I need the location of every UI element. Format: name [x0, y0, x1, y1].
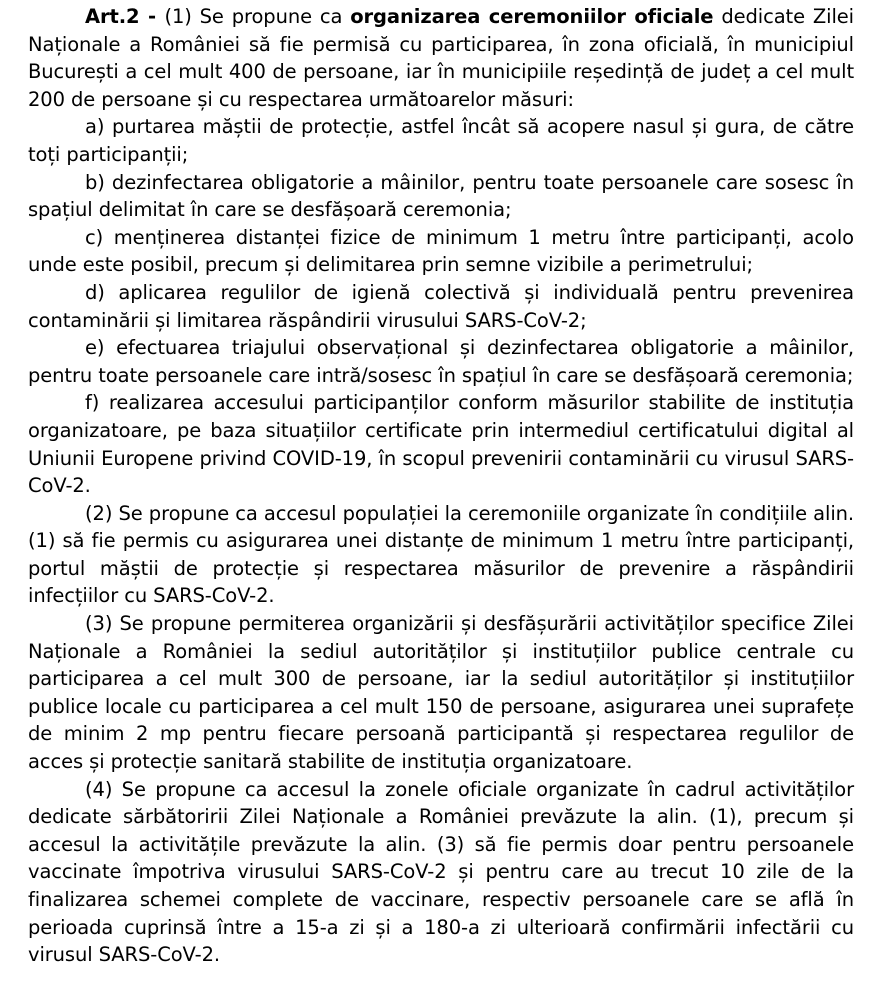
bold-text-segment: Art.2 -: [85, 5, 165, 28]
paragraph-alin-2: [28, 500, 854, 610]
legal-article-text: [28, 3, 854, 969]
text-segment: f) realizarea accesului participanților conform măsurilor stabilite de instituția organizatoare, pe baza situațiilor certificate prin intermediul certificatului digital al Uniunii Europene privind COVID-19, în scopul prevenirii contaminării cu virusul SARS-CoV-2.: [28, 391, 854, 498]
paragraph-litera-b: [28, 169, 854, 224]
text-segment: b) dezinfectarea obligatorie a mâinilor, pentru toate persoanele care sosesc în spațiul delimitat în care se desfășoară ceremonia;: [28, 170, 854, 222]
paragraph-alin-1: [28, 3, 854, 113]
text-segment: (4) Se propune ca accesul la zonele oficiale organizate în cadrul activităților dedicate sărbătoririi Zilei Naționale a României prevăzute la alin. (1), precum și accesul la activitățile prevăzute la alin. (3) să fie permis doar pentru persoanele vaccinate împotriva virusului SARS-CoV-2 și pentru care au trecut 10 zile de la finalizarea schemei complete de vaccinare, respectiv persoanele care se află în perioada cuprinsă între a 15-a zi și a 180-a zi ulterioară confirmării infectării cu virusul SARS-CoV-2.: [28, 777, 854, 967]
paragraph-alin-3: [28, 610, 854, 776]
text-segment: d) aplicarea regulilor de igienă colectivă și individuală pentru prevenirea contaminării și limitarea răspândirii virusului SARS-CoV-2;: [28, 280, 854, 332]
paragraph-alin-4: [28, 776, 854, 969]
paragraph-litera-e: [28, 334, 854, 389]
paragraph-litera-c: [28, 224, 854, 279]
text-segment: a) purtarea măștii de protecție, astfel încât să acopere nasul și gura, de către toți participanții;: [28, 115, 854, 166]
text-segment: dedicate Zilei Naționale a României să fie permisă cu participarea, în zona oficială, în municipiul București a cel mult 400 de persoane, iar în municipiile reședință de județ a cel mult 200 de persoane și cu respectarea următoarelor măsuri:: [28, 5, 854, 111]
paragraph-litera-a: [28, 113, 854, 168]
paragraph-litera-f: [28, 389, 854, 499]
text-segment: e) efectuarea triajului observațional și dezinfectarea obligatorie a mâinilor, pentru toate persoanele care intră/sosesc în spațiul în care se desfășoară ceremonia;: [28, 336, 854, 387]
text-segment: (1) Se propune ca: [164, 5, 351, 28]
text-segment: c) menținerea distanței fizice de minimum 1 metru între participanți, acolo unde este posibil, precum și delimitarea prin semne vizibile a perimetrului;: [28, 225, 854, 277]
text-segment: (3) Se propune permiterea organizării și desfășurării activităților specifice Zilei Naționale a României la sediul autorităților și instituțiilor publice centrale cu participarea a cel mult 300 de persoane, iar la sediul autorităților și instituțiilor publice locale cu participarea a cel mult 150 de persoane, asigurarea unei suprafețe de minim 2 mp pentru fiecare persoană participantă și respectarea regulilor de acces și protecție sanitară stabilite de instituția organizatoare.: [28, 612, 854, 774]
paragraph-litera-d: [28, 279, 854, 334]
text-segment: (2) Se propune ca accesul populației la ceremoniile organizate în condițiile alin. (1) să fie permis cu asigurarea unei distanțe de minimum 1 metru între participanți, portul măștii de protecție și respectarea măsurilor de prevenire a răspândirii infecțiilor cu SARS-CoV-2.: [28, 501, 854, 608]
bold-text-segment: organizarea ceremoniilor oficiale: [350, 5, 714, 28]
